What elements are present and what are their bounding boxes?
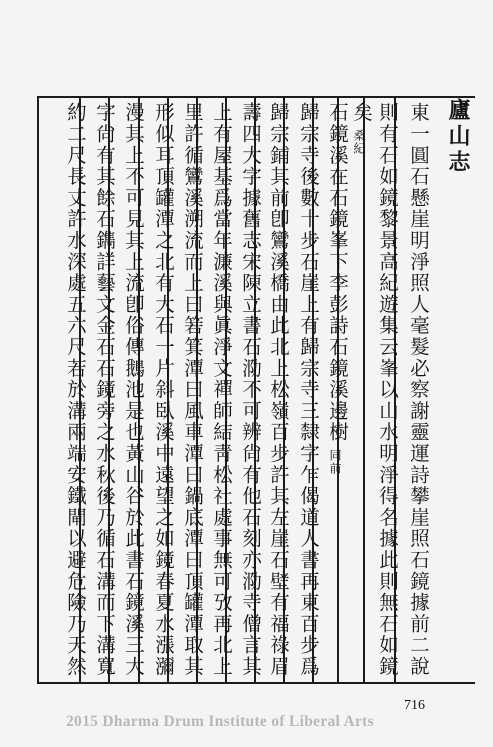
text-column: 歸宗寺後數十步石崖上有歸宗寺三隸字乍偈道人書再東百步爲 (297, 102, 320, 678)
column-rule (363, 96, 365, 684)
interlinear-note: 桑紀 (352, 129, 366, 156)
text-column: 矣 (350, 102, 373, 124)
text-column: 上有屋基爲當年濂溪與眞淨文禪師結靑松社處事無可攷再北上 (210, 102, 233, 678)
watermark: 2015 Dharma Drum Institute of Liberal Arts (66, 713, 374, 730)
text-column: 則有石如鏡黎景高紀遊集云峯以山水明淨得名據此則無石如鏡 (376, 102, 399, 678)
text-column: 字尙有其餘石鐫詳藝文金石石鏡旁之水秋後乃循石溝而下溝寬 (93, 102, 116, 678)
running-header: 廬山志 (445, 98, 471, 176)
text-column: 漫其上不可見其上流卽俗傳鵝池是也黃山谷於此書石鏡溪三大 (122, 102, 145, 678)
text-column: 約二尺長丈許水深處五六尺若於溝兩端安鐵閘以避危險乃天然 (64, 102, 87, 678)
text-column: 壽四大字據舊志宋陳立書石泐不可辨尙有他石刻亦泐寺僧言其 (239, 102, 262, 678)
text-column: 石鏡溪在石鏡峯下李彭詩石鏡溪邊樹 (326, 102, 349, 443)
page-number: 716 (404, 698, 425, 713)
text-column: 里許循鸞溪溯流而上曰箬箕潭曰風車潭曰鍋底潭曰頂罐潭取其 (181, 102, 204, 678)
text-column: 形似耳頂罐潭之北有大石一片斜臥溪中遠望之如鏡春夏水漲瀰 (152, 102, 175, 678)
interlinear-note: 同前 (328, 448, 342, 475)
text-column: 東一圓石懸崖明淨照人毫髮必察謝靈運詩攀崖照石鏡據前二說 (407, 102, 430, 678)
text-column: 歸宗鋪其前卽鸞溪橋由此北上松嶺百步許其左崖石壁有福祿眉 (267, 102, 290, 678)
